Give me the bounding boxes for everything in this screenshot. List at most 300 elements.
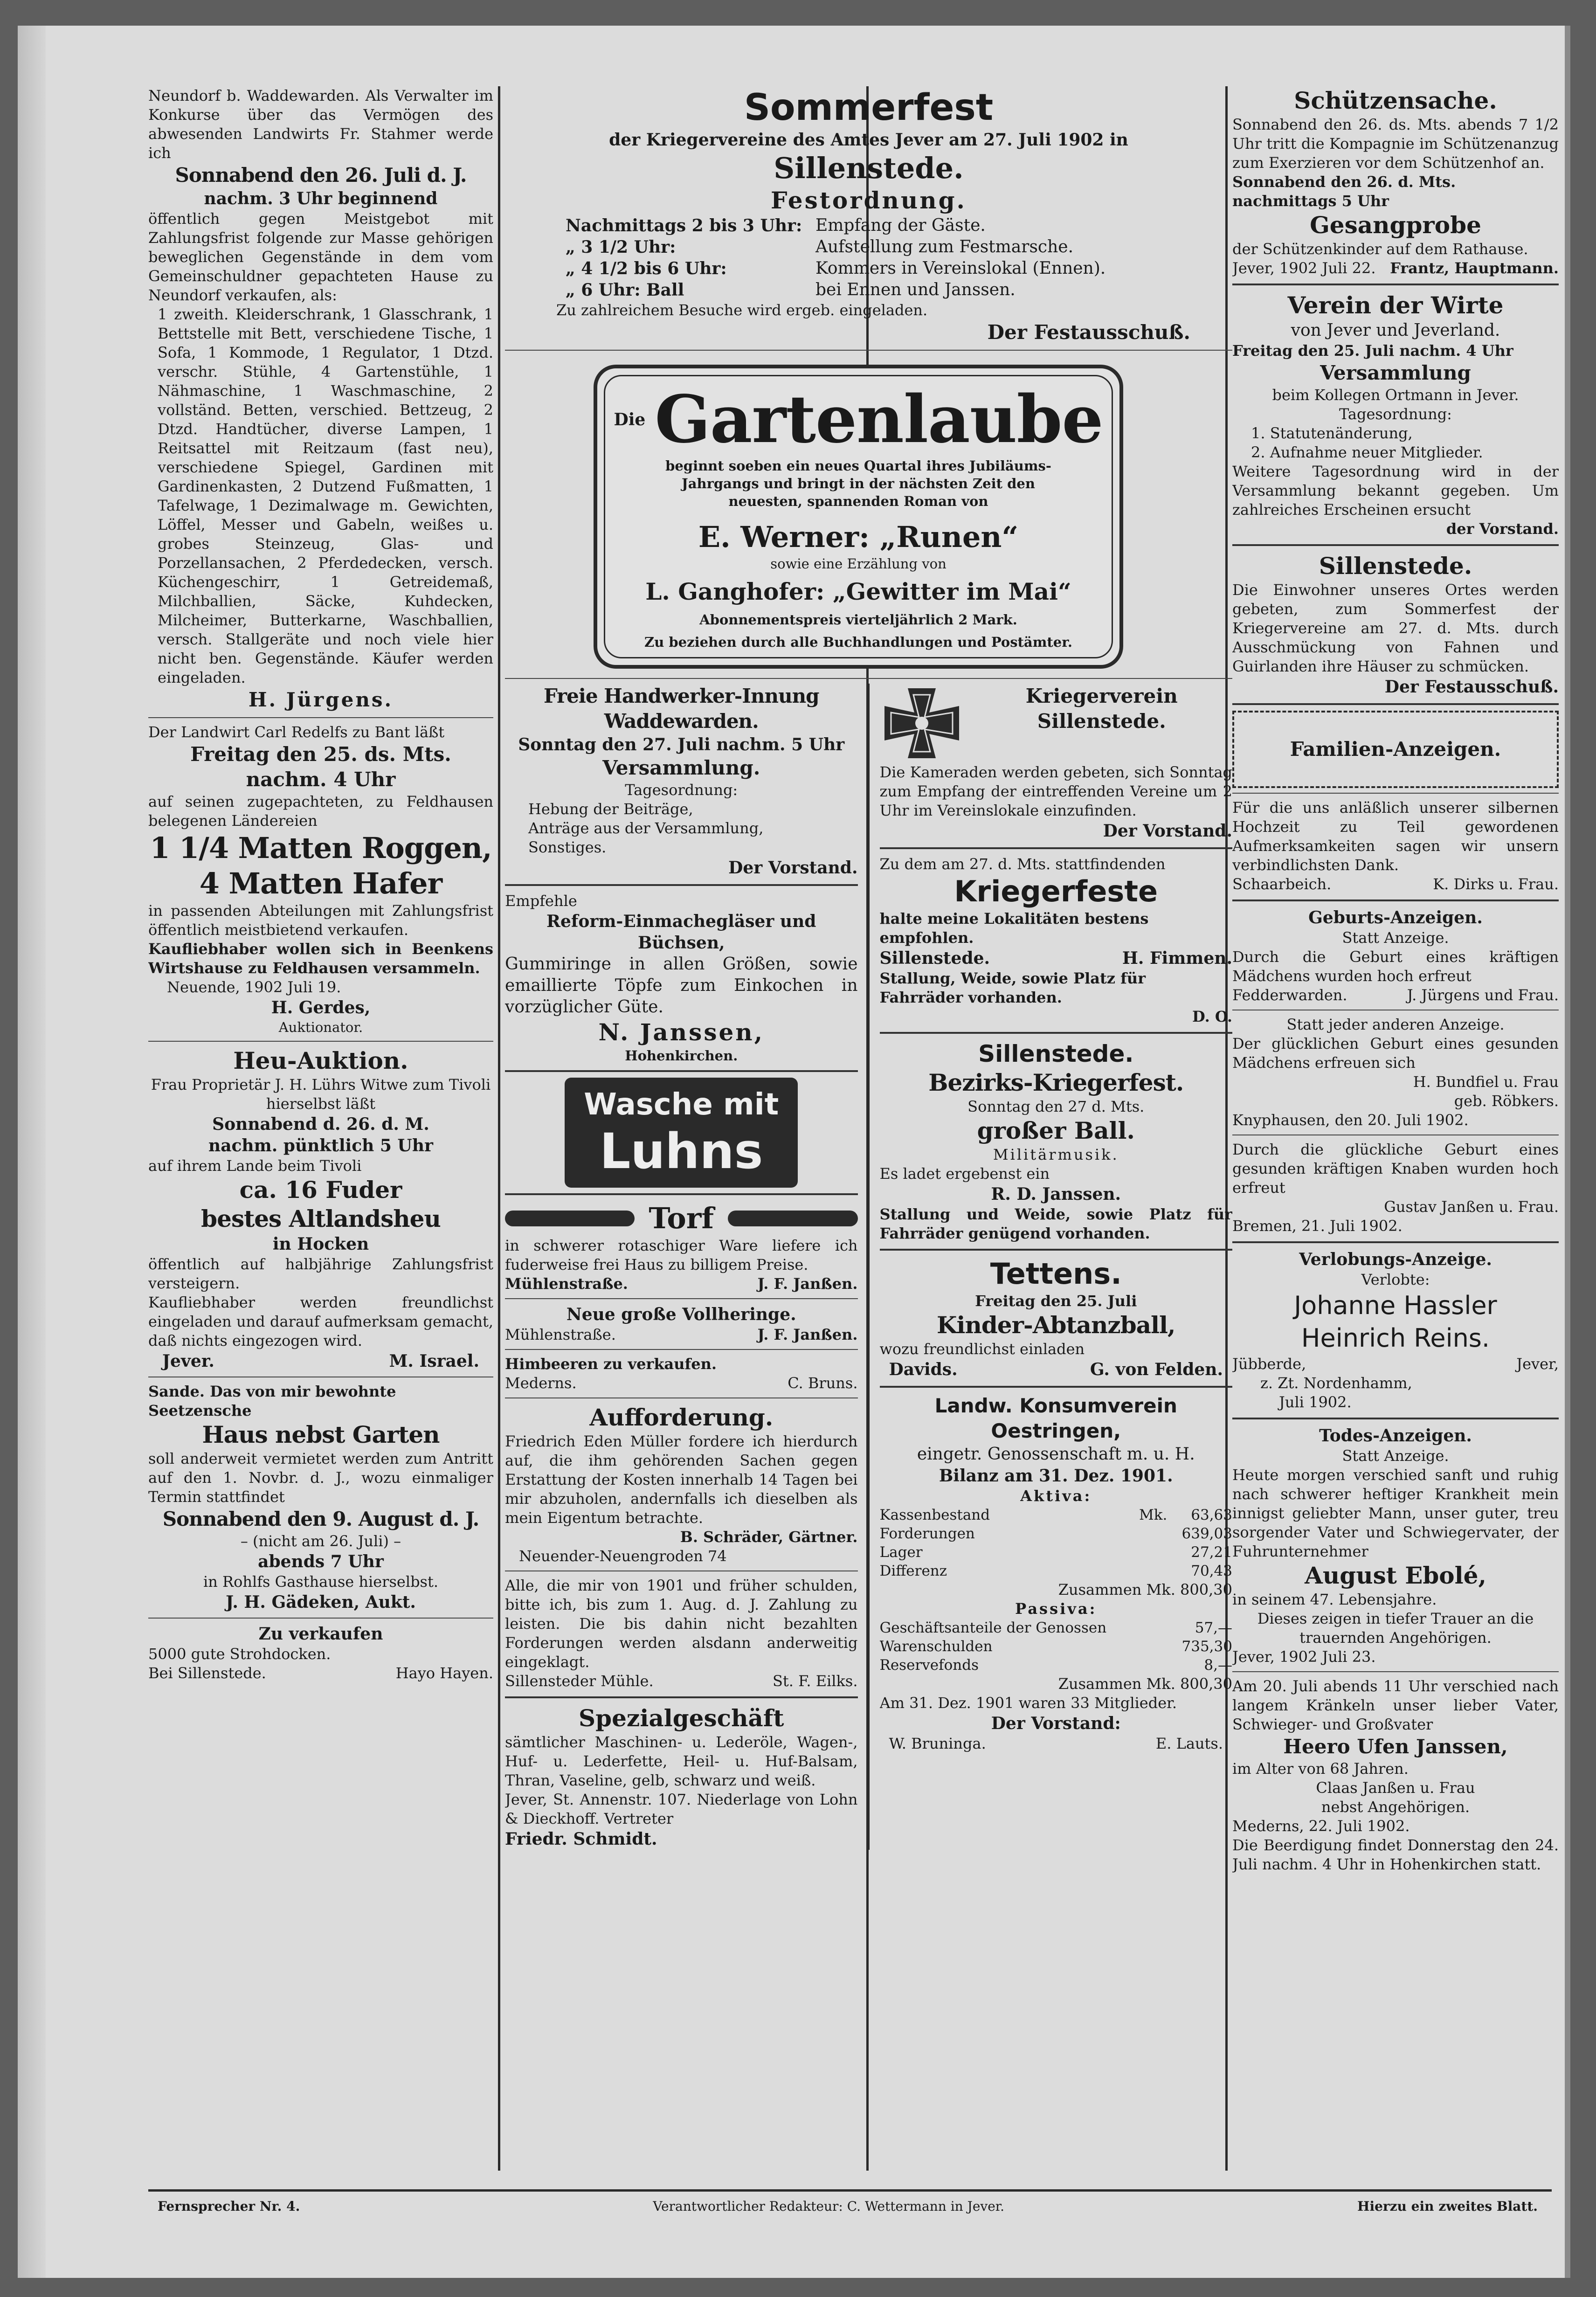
ad-signature: Gustav Janßen u. Frau. — [1384, 1198, 1559, 1216]
ad-himbeeren — [505, 1355, 858, 1393]
balance-aktiva-table — [880, 1506, 1233, 1580]
ad-title: Neue große Vollheringe. — [566, 1305, 796, 1324]
ad-subtitle: von Jever und Jeverland. — [1291, 321, 1500, 340]
ad-title: Sillenstede. — [1319, 552, 1472, 580]
ad-date: Sonntag den 27 d. Mts. — [967, 1098, 1145, 1115]
ad-agenda-title: Tagesordnung: — [625, 781, 738, 799]
ad-event: großer Ball. — [977, 1117, 1135, 1144]
ad-text: Frau Proprietär J. H. Lührs Witwe zum Tivoli hierselbst läßt — [151, 1076, 491, 1113]
ad-place: Bei Sillenstede. — [148, 1664, 266, 1682]
ad-text: im Alter von 68 Jahren. — [1232, 1760, 1409, 1778]
ad-signature: Frantz, Hauptmann. — [1390, 259, 1559, 277]
ad-text: in schwerer rotaschiger Ware liefere ich fuderweise frei Haus zu billigem Preise. — [505, 1237, 858, 1273]
ad-kriegerfeste — [880, 855, 1233, 1026]
ad-sommerfest — [505, 86, 1232, 345]
luhns-logo — [565, 1078, 798, 1188]
ad-place: Neuender-Neuengroden 74 — [519, 1547, 727, 1565]
ad-signature: D. O. — [1192, 1008, 1232, 1025]
ad-item: Reform-Einmachegläser und Büchsen, — [546, 912, 816, 953]
iron-cross-icon — [880, 684, 964, 763]
ad-title: Oestringen, — [991, 1419, 1121, 1442]
ad-separator — [1232, 544, 1559, 546]
balance-passiva-table — [880, 1619, 1233, 1674]
ad-separator — [880, 1032, 1233, 1034]
ad-innung — [505, 684, 858, 879]
ad-title: Gartenlaube — [655, 381, 1103, 458]
ad-signature: Friedr. Schmidt. — [505, 1829, 657, 1849]
footer-phone: Fernsprecher Nr. 4. — [158, 2199, 300, 2214]
ad-bezirks-kriegerfest — [880, 1039, 1233, 1243]
ad-signature: J. F. Janßen. — [757, 1326, 858, 1343]
ad-text: Am 31. Dez. 1901 waren 33 Mitglieder. — [879, 1694, 1177, 1712]
ad-item: Gummiringe in allen Größen, sowie emaillierte Töpfe zum Einkochen in vorzüglicher Güte. — [505, 955, 858, 1017]
balance-label: Kassenbestand — [879, 1507, 990, 1523]
ad-text: beginnt soeben ein neues Quartal ihres Jubiläums-Jahrgangs und bringt in der nächsten Zeit den neuesten, spannenden Roman von — [665, 458, 1051, 509]
ad-text: sämtlicher Maschinen- u. Lederöle, Wagen-, Huf- u. Lederfette, Heil- u. Huf-Balsam, Thran, Vaseline, gelb, schwarz und weiß. — [505, 1733, 858, 1789]
ad-separator — [880, 1386, 1233, 1388]
ad-sillenstede-notice — [1232, 552, 1559, 698]
ad-signature: K. Dirks u. Frau. — [1433, 875, 1559, 893]
ad-separator — [1232, 703, 1559, 705]
ad-items: 1 zweith. Kleiderschrank, 1 Glasschrank, 1 Bettstelle mit Bett, verschiedene Tische, 1 Sofa, 1 Kommode, 1 Regulator, 1 Dtzd. verschr. Stühle, 4 Gartenstühle, 1 Nähmaschine, 1 Waschmaschine, 2 vollständ. Betten, verschied. Bettzeug, 2 Dtzd. Handtücher, diverse Lampen, 1 Reitsattel mit Reitzaum (fast neu), verschiedene Spiegel, Gardinen mit Gardinenkasten, 2 Dutzend Fußmatten, 1 Tafelwage, 1 Dezimalwage m. Gewichten, Löffel, Messer und Gabeln, weißes u. grobes Steinzeug, Glas- und Porzellansachen, 2 Pferdedecken, versch. Küchengeschirr, 1 Getreidemaß, Milchballien, Säcke, Kuhdecken, Milcheimer, Butterkarne, Waschballien, versch. Stallgeräte und noch viele hier nicht ben. Gegenstände. Käufer werden eingeladen. — [158, 305, 493, 686]
ad-title: Schützensache. — [1294, 87, 1497, 114]
ad-separator — [148, 1041, 493, 1042]
decor-bar — [505, 1211, 635, 1226]
ad-separator — [880, 1249, 1233, 1251]
ad-date: Freitag den 25. ds. Mts. — [190, 743, 451, 766]
ad-text: Am 20. Juli abends 11 Uhr verschied nach langem Kränkeln unser lieber Vater, Schwieger- und Großvater — [1232, 1677, 1559, 1733]
ad-date: Juli 1902. — [1279, 1393, 1352, 1411]
ad-signature: J. Jürgens und Frau. — [1407, 986, 1559, 1004]
column-4 — [1232, 86, 1559, 2171]
ad-title: Aufforderung. — [589, 1404, 774, 1431]
ad-music: Militärmusik. — [993, 1146, 1119, 1163]
ad-place: Mühlenstraße. — [505, 1326, 616, 1343]
balance-row — [880, 1543, 1233, 1562]
balance-sum: Zusammen Mk. 800,30 — [1058, 1675, 1232, 1693]
ad-gartenlaube — [505, 355, 1232, 673]
ad-separator — [1232, 284, 1559, 285]
ad-text: Sonnabend den 26. d. Mts. nachmittags 5 Uhr — [1232, 173, 1456, 210]
ad-spezialgeschaeft — [505, 1704, 858, 1850]
ad-torf — [505, 1201, 858, 1294]
footer-rule — [148, 2189, 1552, 2192]
ad-signature: Der Vorstand. — [1103, 821, 1232, 841]
ad-subtitle: Statt Anzeige. — [1342, 929, 1449, 947]
ad-text: Durch die Geburt eines kräftigen Mädchens wurden hoch erfreut — [1232, 948, 1559, 985]
balance-value: 735,30 — [1181, 1638, 1232, 1655]
ad-title: Torf — [649, 1201, 714, 1235]
agenda-item: 2. Aufnahme neuer Mitglieder. — [1251, 443, 1483, 461]
footer-note: Hierzu ein zweites Blatt. — [1357, 2199, 1538, 2214]
balance-currency — [1139, 1656, 1167, 1674]
ad-subtitle: Statt jeder anderen Anzeige. — [1286, 1016, 1505, 1033]
ad-separator — [1232, 793, 1559, 794]
ad-separator — [505, 350, 1232, 351]
ad-text: auf ihrem Lande beim Tivoli — [148, 1157, 362, 1175]
agenda-item: Hebung der Beiträge, — [528, 800, 693, 818]
ad-signature: M. Israel. — [389, 1351, 479, 1371]
ad-headline: in Hocken — [272, 1234, 369, 1254]
ad-text: Der Landwirt Carl Redelfs zu Bant läßt — [148, 723, 445, 741]
ad-place: Sillenstede. — [879, 948, 990, 968]
balance-row — [880, 1562, 1233, 1580]
ad-event: Versammlung. — [602, 756, 760, 779]
ad-headline: Gesangprobe — [1310, 211, 1481, 239]
schedule-desc: bei Ennen und Janssen. — [815, 280, 1016, 299]
column-3 — [870, 684, 1233, 1850]
ad-title: Heu-Auktion. — [233, 1047, 408, 1074]
ad-time: abends 7 Uhr — [258, 1552, 384, 1571]
section-title: Familien-Anzeigen. — [1290, 738, 1501, 761]
ad-place: z. Zt. Nordenhamm, — [1260, 1374, 1412, 1392]
ad-place: Sillenstede. — [978, 1040, 1134, 1067]
ad-separator — [505, 1349, 858, 1350]
ad-signature: Claas Janßen u. Frau — [1316, 1779, 1475, 1797]
page-spine — [18, 26, 46, 2278]
ad-place: Bremen, 21. Juli 1902. — [1232, 1217, 1403, 1235]
ad-board-title: Der Vorstand: — [991, 1714, 1121, 1733]
ad-signature: nebst Angehörigen. — [1321, 1798, 1470, 1816]
ad-event: Versammlung — [1320, 361, 1471, 384]
schedule-time: „ 4 1/2 bis 6 Uhr: — [566, 259, 727, 278]
balance-currency — [1139, 1637, 1167, 1656]
balance-label: Lager — [879, 1544, 923, 1561]
ad-separator — [148, 717, 493, 718]
ad-text: in seinem 47. Lebensjahre. — [1232, 1591, 1437, 1608]
schedule-desc: Kommers in Vereinslokal (Ennen). — [815, 259, 1106, 278]
ad-signature: E. Lauts. — [1155, 1735, 1223, 1752]
column-1 — [148, 86, 493, 2171]
balance-value: 27,21 — [1191, 1544, 1232, 1561]
balance-currency — [1139, 1543, 1167, 1562]
ad-place: Jever, — [1516, 1355, 1559, 1373]
ad-separator — [505, 884, 858, 886]
ad-text: Die Beerdigung findet Donnerstag den 24. Juli nachm. 4 Uhr in Hohenkirchen statt. — [1232, 1836, 1559, 1873]
column-rule — [498, 86, 500, 2171]
column-2a — [505, 684, 870, 1850]
ad-text: halte meine Lokalitäten bestens empfohlen. — [879, 910, 1149, 947]
ad-time: nachm. pünktlich 5 Uhr — [208, 1136, 433, 1155]
footer-editor: Verantwortlicher Redakteur: C. Wettermann in Jever. — [653, 2199, 1004, 2214]
ad-place: beim Kollegen Ortmann in Jever. — [1272, 386, 1519, 404]
ad-todes-anzeigen — [1232, 1425, 1559, 1874]
ad-text: Die Kameraden werden gebeten, sich Sonntag zum Empfang der eintreffenden Vereine um 2 Uhr im Vereinslokale einzufinden. — [879, 763, 1232, 819]
ad-text: wozu freundlichst einladen — [879, 1340, 1085, 1358]
ad-title: Kriegerfeste — [954, 874, 1158, 908]
ad-text: öffentlich auf halbjährige Zahlungsfrist versteigern. — [148, 1255, 493, 1292]
ad-signature: H. Fimmen. — [1122, 948, 1232, 968]
ad-title: Verein der Wirte — [1287, 291, 1504, 319]
ad-text: Stallung und Weide, sowie Platz für Fahrräder genügend vorhanden. — [879, 1205, 1232, 1242]
agenda-item: 1. Statutenänderung, — [1251, 424, 1413, 442]
ad-verlobung — [1232, 1249, 1559, 1412]
ad-text: Es ladet ergebenst ein — [879, 1165, 1050, 1183]
section-title: Geburts-Anzeigen. — [1308, 908, 1483, 927]
ad-separator — [1232, 1241, 1559, 1243]
ad-signature: C. Bruns. — [788, 1374, 858, 1392]
gartenlaube-frame — [594, 365, 1123, 669]
ad-separator — [1232, 899, 1559, 901]
ad-text: Weitere Tagesordnung wird in der Versammlung bekannt gegeben. Um zahlreiches Erscheinen ersucht — [1232, 463, 1559, 519]
ad-title: Kriegerverein Sillenstede. — [1025, 685, 1178, 733]
section-title: Verlobungs-Anzeige. — [1299, 1250, 1492, 1269]
ad-text: Sonnabend den 26. ds. Mts. abends 7 1/2 Uhr tritt die Kompagnie im Schützenanzug zum Exerzieren vor dem Schützenhof an. — [1232, 116, 1559, 172]
ad-text: Sande. Das von mir bewohnte Seetzensche — [148, 1383, 396, 1419]
ad-prefix: Die — [614, 410, 646, 429]
fiance-name: Heinrich Reins. — [1301, 1323, 1490, 1353]
ad-note: – (nicht am 26. Juli) – — [240, 1532, 401, 1550]
ad-text: auf seinen zugepachteten, zu Feldhausen belegenen Ländereien — [148, 793, 493, 830]
ad-text: Alle, die mir von 1901 und früher schulden, bitte ich, bis zum 1. Aug. d. J. Zahlung zu leisten. Die bis dahin nicht bezahlten Forderungen werden alsdann anderweitig eingeklagt. — [505, 1577, 858, 1671]
balance-currency — [1139, 1524, 1167, 1543]
schedule-list — [505, 215, 1232, 301]
ad-story: L. Ganghofer: „Gewitter im Mai“ — [645, 578, 1071, 605]
ad-text: Dieses zeigen in tiefer Trauer an die trauernden Angehörigen. — [1257, 1610, 1534, 1647]
ad-text: 5000 gute Strohdocken. — [148, 1645, 331, 1663]
ad-text: soll anderweit vermietet werden zum Antritt auf den 1. Novbr. d. J., wozu einmaliger Termin stattfindet — [148, 1450, 493, 1506]
ad-text: in passenden Abteilungen mit Zahlungsfrist öffentlich meistbietend verkaufen. — [148, 902, 493, 939]
schedule-desc: Aufstellung zum Festmarsche. — [815, 237, 1074, 256]
ad-aufforderung — [505, 1403, 858, 1566]
ad-signature: H. Gerdes, — [271, 998, 371, 1017]
ad-text: Heute morgen verschied sanft und ruhig nach schwerer heftiger Krankheit mein innigst geliebter Mann, unser guter, treu sorgender Vater und Schwiegervater, der Fuhrunternehmer — [1232, 1466, 1559, 1560]
decor-bar — [728, 1211, 857, 1226]
ad-konsumverein — [880, 1393, 1233, 1753]
logo-text: Luhns — [600, 1123, 763, 1180]
familien-banner — [1232, 711, 1559, 788]
ad-text: Zu dem am 27. d. Mts. stattfindenden — [879, 855, 1166, 873]
ad-place: Fedderwarden. — [1232, 986, 1347, 1004]
schedule-time: Nachmittags 2 bis 3 Uhr: — [566, 216, 802, 235]
schedule-row — [566, 215, 1232, 236]
balance-label: Differenz — [879, 1563, 947, 1579]
ad-date: Freitag den 25. Juli nachm. 4 Uhr — [1232, 342, 1513, 360]
ad-signature: Hayo Hayen. — [395, 1664, 493, 1682]
ad-title: Landw. Konsumverein — [934, 1394, 1177, 1417]
ad-separator — [1232, 1671, 1559, 1672]
ad-date: Sonnabend den 26. Juli d. J. — [175, 164, 467, 187]
ad-place: Jever, 1902 Juli 22. — [1232, 259, 1376, 277]
ad-strohdocken — [148, 1623, 493, 1683]
balance-row — [880, 1524, 1233, 1543]
ad-signature: H. Jürgens. — [248, 688, 394, 711]
ad-place: Jübberde, — [1232, 1355, 1306, 1373]
balance-label: Warenschulden — [879, 1638, 993, 1655]
deceased-name: August Ebolé, — [1305, 1562, 1486, 1589]
ad-place: Knyphausen, den 20. Juli 1902. — [1232, 1111, 1469, 1129]
ad-text: Kaufliebhaber werden freundlichst eingeladen und darauf aufmerksam gemacht, daß nichts eingezogen wird. — [148, 1294, 493, 1349]
ad-date: Sonntag den 27. Juli nachm. 5 Uhr — [518, 735, 845, 754]
ad-title: Freie Handwerker-Innung Waddewarden. — [543, 685, 819, 733]
balance-row — [880, 1637, 1233, 1656]
ad-separator — [505, 1193, 858, 1195]
ad-separator — [505, 1070, 858, 1072]
ad-schuetzensache — [1232, 86, 1559, 278]
ad-redelfs-auction — [148, 723, 493, 1036]
ad-neundorf-auction — [148, 86, 493, 713]
ad-text: Kaufliebhaber wollen sich in Beenkens Wirtshause zu Feldhausen versammeln. — [148, 940, 493, 977]
ad-text: Empfehle — [505, 892, 577, 910]
ad-place: Mederns. — [505, 1374, 577, 1392]
ad-separator — [505, 1696, 858, 1698]
ad-headline: bestes Altlandsheu — [201, 1205, 441, 1232]
ad-place: Mühlenstraße. — [505, 1275, 628, 1293]
section-title: Todes-Anzeigen. — [1319, 1426, 1472, 1446]
ad-title: Kinder-Abtanzball, — [937, 1311, 1175, 1339]
ad-signature: Davids. — [889, 1360, 958, 1379]
ad-signature: H. Bundfiel u. Frau — [1413, 1073, 1559, 1091]
logo-text: Wasche mit — [584, 1087, 779, 1122]
ad-text: Stallung, Weide, sowie Platz für Fahrräder vorhanden. — [879, 969, 1146, 1006]
ad-separator — [880, 847, 1233, 849]
ad-kriegerverein — [880, 684, 1233, 842]
balance-sum: Zusammen Mk. 800,30 — [1058, 1581, 1232, 1598]
ad-subtitle: Festordnung. — [771, 187, 967, 214]
ad-signature: St. F. Eilks. — [773, 1672, 858, 1690]
schedule-time: „ 3 1/2 Uhr: — [566, 237, 676, 257]
balance-row — [880, 1656, 1233, 1674]
column-2-wide — [505, 86, 1328, 2171]
ad-text: Jever, St. Annenstr. 107. Niederlage von Lohn & Dieckhoff. Vertreter — [505, 1791, 858, 1827]
ad-separator — [505, 678, 1232, 679]
schedule-row — [566, 258, 1232, 279]
newspaper-page — [18, 26, 1570, 2278]
ad-time: nachm. 4 Uhr — [246, 768, 396, 791]
ad-signature: G. von Felden. — [1090, 1360, 1223, 1379]
ad-place: in Rohlfs Gasthause hierselbst. — [203, 1573, 438, 1591]
schedule-desc: Empfang der Gäste. — [815, 216, 986, 235]
ad-separator — [1232, 1418, 1559, 1419]
fiance-name: Johanne Hassler — [1294, 1291, 1497, 1320]
ad-price: Abonnementspreis vierteljährlich 2 Mark. — [699, 612, 1017, 628]
agenda-item: Anträge aus der Versammlung, — [528, 819, 764, 837]
balance-value: 63,63 — [1191, 1507, 1232, 1523]
ad-text: der Schützenkinder auf dem Rathause. — [1232, 240, 1528, 258]
ad-date: Freitag den 25. Juli — [975, 1292, 1137, 1310]
balance-value: 57,— — [1195, 1619, 1232, 1636]
schedule-row — [566, 236, 1232, 258]
ad-signature: Der Vorstand. — [728, 858, 858, 878]
ad-subtitle: eingetr. Genossenschaft m. u. H. — [917, 1445, 1195, 1464]
schedule-time: „ 6 Uhr: Ball — [566, 280, 684, 300]
ad-title: Bezirks-Kriegerfest. — [928, 1069, 1184, 1096]
ad-signature: Der Festausschuß. — [987, 321, 1190, 344]
ad-signature: der Vorstand. — [1446, 520, 1559, 538]
agenda-list — [1232, 424, 1559, 462]
ad-signature: R. D. Janssen. — [991, 1184, 1121, 1204]
ad-place: Neuende, 1902 Juli 19. — [167, 978, 341, 996]
ad-title: Zu verkaufen — [258, 1624, 383, 1644]
ad-place: Sillenstede. — [774, 151, 964, 185]
ad-signature: J. H. Gädeken, Aukt. — [226, 1592, 416, 1612]
balance-value: 8,— — [1204, 1657, 1232, 1674]
ad-signature: Der Festausschuß. — [1384, 677, 1559, 697]
ad-headline: ca. 16 Fuder — [239, 1176, 402, 1204]
ad-title: Sommerfest — [744, 87, 994, 129]
ad-eilks — [505, 1576, 858, 1691]
ad-text: Für die uns anläßlich unserer silbernen Hochzeit zu Teil gewordenen Aufmerksamkeiten sagen wir unsern verbindlichsten Dank. — [1232, 799, 1559, 874]
ad-date: Sonnabend den 9. August d. J. — [162, 1508, 479, 1530]
agenda-item: Sonstiges. — [528, 838, 607, 856]
balance-row — [880, 1506, 1233, 1524]
ad-place: Hohenkirchen. — [625, 1048, 738, 1064]
ad-text: Durch die glückliche Geburt eines gesunden kräftigen Knaben wurden hoch erfreut — [1232, 1141, 1559, 1197]
ad-role: Auktionator. — [278, 1019, 363, 1035]
ad-place: Mederns, 22. Juli 1902. — [1232, 1817, 1410, 1835]
ad-text: sowie eine Erzählung von — [770, 556, 947, 572]
ad-janssen-glaeser — [505, 892, 858, 1065]
ad-place: Schaarbeich. — [1232, 875, 1332, 893]
balance-currency — [1139, 1619, 1167, 1637]
ad-signature: N. Janssen, — [598, 1018, 765, 1046]
ad-text: Neundorf b. Waddewarden. Als Verwalter im Konkurse über das Vermögen des abwesenden Landwirts Fr. Stahmer werde ich — [148, 87, 493, 162]
schedule-row — [566, 279, 1232, 301]
ad-headline: 4 Matten Hafer — [199, 866, 442, 900]
ad-agenda-title: Tagesordnung: — [1339, 405, 1452, 423]
balance-aktiva-title: Aktiva: — [1020, 1487, 1092, 1505]
ad-place: Jever. — [162, 1351, 214, 1371]
ad-subtitle: Statt Anzeige. — [1342, 1447, 1449, 1465]
ad-place: Jever, 1902 Juli 23. — [1232, 1648, 1376, 1666]
ad-place: Sillensteder Mühle. — [505, 1672, 654, 1690]
ad-signature: J. F. Janßen. — [757, 1275, 858, 1293]
ad-title: Himbeeren zu verkaufen. — [505, 1355, 717, 1373]
ad-subtitle: Verlobte: — [1361, 1271, 1430, 1288]
ad-separator — [148, 1618, 493, 1619]
ad-heu-auktion — [148, 1046, 493, 1372]
ad-headline: Haus nebst Garten — [202, 1421, 440, 1448]
page-footer — [158, 2199, 1538, 2214]
ad-text: Der glücklichen Geburt eines gesunden Mädchens erfreuen sich — [1232, 1035, 1559, 1072]
ad-title: Spezialgeschäft — [579, 1704, 784, 1732]
balance-label: Reservefonds — [879, 1657, 979, 1674]
ad-shops: Zu beziehen durch alle Buchhandlungen und Postämter. — [644, 634, 1072, 650]
ad-headline: 1 1/4 Matten Roggen, — [150, 831, 492, 865]
ad-text: der Kriegervereine des Amtes Jever am 27. Juli 1902 in — [609, 130, 1128, 150]
balance-value: 639,03 — [1181, 1525, 1232, 1542]
ad-signature: B. Schräder, Gärtner. — [680, 1528, 858, 1546]
ad-silberhochzeit-dank — [1232, 798, 1559, 894]
agenda-list — [505, 800, 858, 857]
balance-passiva-title: Passiva: — [1015, 1600, 1097, 1618]
balance-currency — [1139, 1562, 1167, 1580]
balance-row — [880, 1619, 1233, 1637]
ad-text: Friedrich Eden Müller fordere ich hierdurch auf, die ihm gehörenden Sachen gegen Erstattung der Kosten innerhalb 14 Tagen bei mir abzuholen, andernfalls ich dieselben als mein Eigentum betrachte. — [505, 1432, 858, 1527]
ad-tettens — [880, 1256, 1233, 1380]
balance-currency: Mk. — [1139, 1507, 1168, 1523]
ad-geburts-anzeigen — [1232, 907, 1559, 1236]
ad-date: Sonnabend d. 26. d. M. — [212, 1114, 429, 1134]
ad-text: Zu zahlreichem Besuche wird ergeb. eingeladen. — [556, 301, 928, 319]
ad-text: Die Einwohner unseres Ortes werden gebeten, zum Sommerfest der Kriegervereine am 27. d. Mts. durch Ausschmückung von Fahnen und Guirlanden ihre Häuser zu schmücken. — [1232, 581, 1559, 675]
ad-signature: geb. Röbkers. — [1454, 1092, 1559, 1110]
ad-sande-haus — [148, 1382, 493, 1613]
balance-value: 70,43 — [1191, 1563, 1232, 1579]
balance-label: Forderungen — [879, 1525, 975, 1542]
ad-place: Tettens. — [990, 1257, 1122, 1291]
ad-text: öffentlich gegen Meistgebot mit Zahlungsfrist folgende zur Masse gehörigen beweglichen Gegenstände in dem vom Gemeinschuldner gepachteten Hause zu Neundorf verkaufen, als: — [148, 210, 493, 304]
deceased-name: Heero Ufen Janssen, — [1283, 1735, 1508, 1758]
ad-vollheringe — [505, 1304, 858, 1344]
ad-signature: W. Bruninga. — [889, 1735, 986, 1752]
ad-verein-der-wirte — [1232, 291, 1559, 539]
page-edge — [1565, 26, 1570, 2278]
ad-time: nachm. 3 Uhr beginnend — [204, 189, 438, 208]
ad-date: Bilanz am 31. Dez. 1901. — [939, 1466, 1173, 1486]
ad-novel: E. Werner: „Runen“ — [698, 520, 1019, 554]
ad-separator — [505, 1298, 858, 1299]
